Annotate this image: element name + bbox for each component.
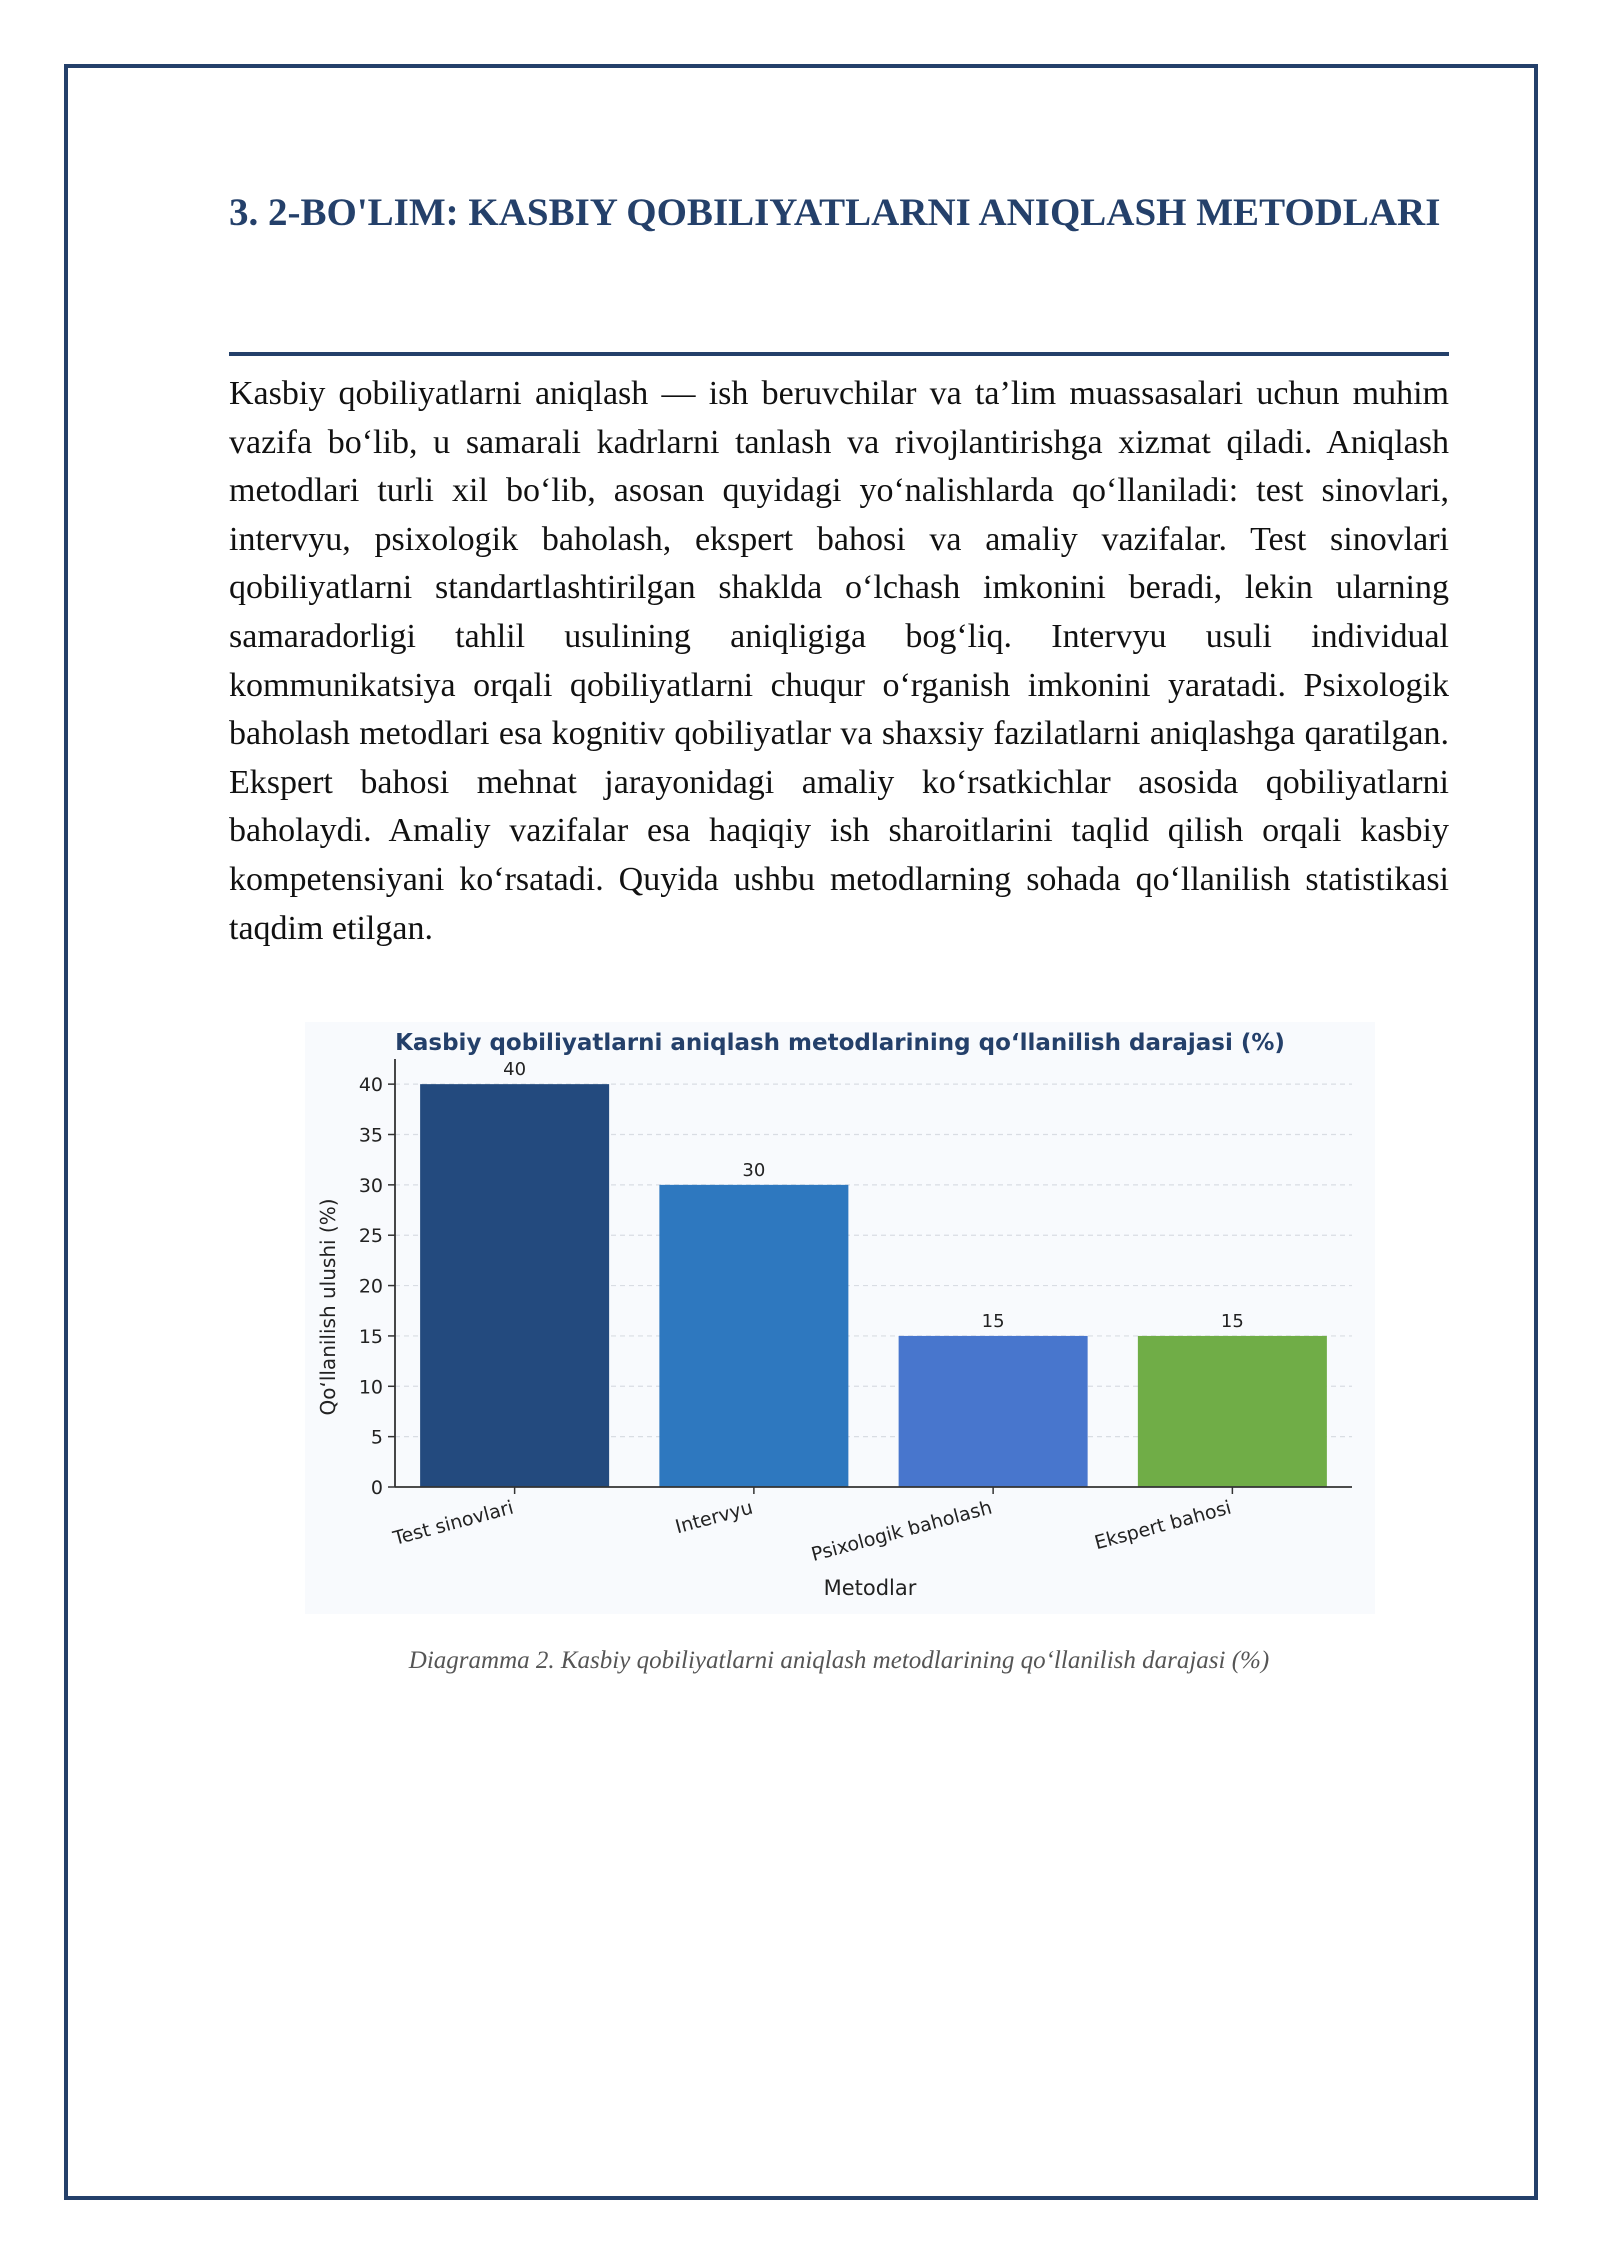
y-tick-label-30: 30	[358, 1174, 383, 1197]
bar-1	[420, 1084, 609, 1487]
bar-3	[899, 1336, 1088, 1487]
y-tick-label-40: 40	[358, 1074, 383, 1097]
x-tick-label-2: Intervyu	[673, 1496, 756, 1539]
chart-canvas	[305, 1022, 1375, 1614]
figure-caption: Diagramma 2. Kasbiy qobiliyatlarni aniqlash metodlarining qo‘llanilish darajasi (%)	[408, 1647, 1270, 1674]
y-tick-label-5: 5	[370, 1426, 383, 1449]
x-axis-label: Metodlar	[823, 1576, 917, 1600]
y-tick-label-35: 35	[358, 1124, 383, 1147]
data-labels	[503, 1059, 1244, 1332]
body-paragraph: Kasbiy qobiliyatlarni aniqlash — ish beruvchilar va ta’lim muassasalari uchun muhim vazifa bo‘lib, u samarali kadrlarni tanlash va rivojlantirishga xizmat qiladi. Aniqlash metodlari turli xil bo‘lib, asosan quyidagi yo‘nalishlarda qo‘llaniladi: test sinovlari, intervyu, psixologik baholash, ekspert bahosi va amaliy vazifalar. Test sinovlari qobiliyatlarni standartlashtirilgan shaklda o‘lchash imkonini beradi, lekin ularning samaradorligi tahlil usulining aniqligiga bog‘liq. Intervyu usuli individual kommunikatsiya orqali qobiliyatlarni chuqur o‘rganish imkonini yaratadi. Psixologik baholash metodlari esa kognitiv qobiliyatlar va shaxsiy fazilatlarni aniqlashga qaratilgan. Ekspert bahosi mehnat jarayonidagi amaliy ko‘rsatkichlar asosida qobiliyatlarni baholaydi. Amaliy vazifalar esa haqiqiy ish sharoitlarini taqlid qilish orqali kasbiy kompetensiyani ko‘rsatadi. Quyida ushbu metodlarning sohada qo‘llanilish statistikasi taqdim etilgan.	[229, 375, 1449, 947]
x-tick-label-3: Psixologik baholash	[808, 1496, 995, 1566]
x-tick-label-1: Test sinovlari	[390, 1496, 516, 1550]
data-label-2: 30	[742, 1159, 766, 1181]
data-label-4: 15	[1220, 1310, 1244, 1332]
bar-chart	[305, 1022, 1375, 1614]
y-tick-label-0: 0	[370, 1477, 383, 1499]
y-axis-label: Qo‘llanilish ulushi (%)	[316, 1198, 340, 1416]
y-tick-label-10: 10	[358, 1376, 383, 1399]
y-tick-label-20: 20	[358, 1275, 383, 1298]
section-heading: 3. 2-BO'LIM: KASBIY QOBILIYATLARNI ANIQLASH METODLARI	[229, 191, 1441, 234]
data-label-3: 15	[981, 1310, 1005, 1332]
heading-divider	[229, 352, 1449, 356]
x-tick-label-4: Ekspert bahosi	[1092, 1496, 1234, 1555]
bar-4	[1138, 1336, 1327, 1487]
chart-title: Kasbiy qobiliyatlarni aniqlash metodlarining qo‘llanilish darajasi (%)	[395, 1030, 1285, 1056]
data-label-1: 40	[503, 1059, 527, 1081]
y-tick-label-15: 15	[358, 1325, 383, 1348]
bar-2	[659, 1185, 848, 1487]
y-tick-label-25: 25	[358, 1225, 383, 1248]
